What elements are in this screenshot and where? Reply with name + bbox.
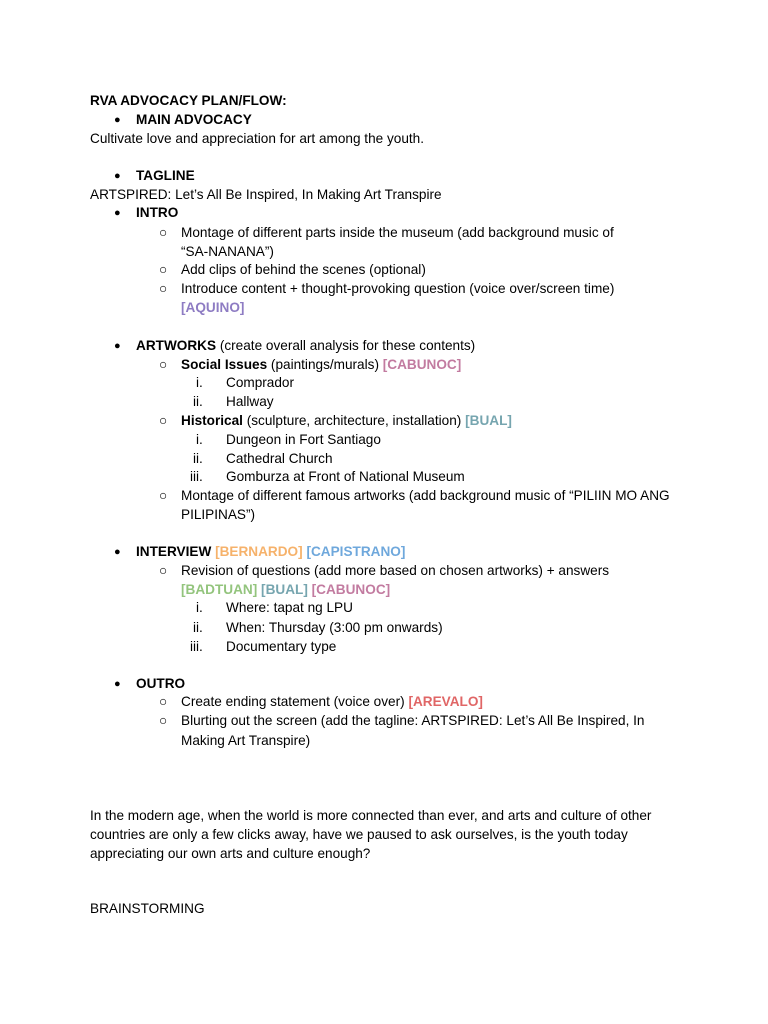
paragraph-line: appreciating our own arts and culture enough? bbox=[90, 846, 371, 861]
interview-heading: INTERVIEW bbox=[136, 544, 212, 559]
outro-item-blurting-cont: Making Art Transpire) bbox=[181, 733, 311, 748]
outro-item-blurting: Blurting out the screen (add the tagline: ARTSPIRED: Let’s All Be Inspired, In bbox=[181, 713, 645, 728]
intro-item-clips: Add clips of behind the scenes (optional) bbox=[181, 262, 426, 277]
tag-aquino: [AQUINO] bbox=[181, 300, 245, 315]
artworks-montage-cont: PILIPINAS”) bbox=[181, 507, 256, 522]
bullet-circle: ○ bbox=[159, 262, 168, 277]
roman-marker: i. bbox=[196, 600, 203, 615]
roman-marker: i. bbox=[196, 375, 203, 390]
tag-bual: [BUAL] bbox=[465, 413, 512, 428]
bullet-circle: ○ bbox=[159, 281, 168, 296]
intro-item-montage: Montage of different parts inside the museum (add background music of bbox=[181, 225, 614, 240]
interview-revision: Revision of questions (add more based on chosen artworks) + answers bbox=[181, 563, 610, 578]
outro-item-ending: Create ending statement (voice over) bbox=[181, 694, 409, 709]
social-item-hallway: Hallway bbox=[226, 394, 274, 409]
bullet-disc: ● bbox=[114, 170, 121, 182]
historical-item-cathedral: Cathedral Church bbox=[226, 451, 333, 466]
intro-heading: INTRO bbox=[136, 205, 179, 220]
roman-marker: i. bbox=[196, 432, 203, 447]
main-advocacy-heading: MAIN ADVOCACY bbox=[136, 112, 252, 127]
tag-arevalo: [AREVALO] bbox=[408, 694, 483, 709]
roman-marker: iii. bbox=[190, 469, 203, 484]
interview-revision-tags bbox=[181, 581, 390, 599]
intro-item-montage-cont: “SA-NANANA”) bbox=[181, 244, 274, 259]
document-title: RVA ADVOCACY PLAN/FLOW: bbox=[90, 93, 287, 108]
artworks-montage: Montage of different famous artworks (add background music of “PILIIN MO ANG bbox=[181, 488, 670, 503]
tag-bual: [BUAL] bbox=[261, 582, 308, 597]
roman-marker: ii. bbox=[193, 451, 203, 466]
artworks-heading: ARTWORKS bbox=[136, 338, 217, 353]
paragraph-line: In the modern age, when the world is more connected than ever, and arts and culture of other bbox=[90, 808, 652, 823]
interview-item-when: When: Thursday (3:00 pm onwards) bbox=[226, 620, 443, 635]
historical-item-gomburza: Gomburza at Front of National Museum bbox=[226, 469, 465, 484]
social-item-comprador: Comprador bbox=[226, 375, 294, 390]
tag-cabunoc: [CABUNOC] bbox=[382, 357, 462, 372]
tag-bernardo: [BERNARDO] bbox=[215, 544, 303, 559]
bullet-circle: ○ bbox=[159, 488, 168, 503]
artworks-heading-rest: (create overall analysis for these contents) bbox=[216, 338, 476, 353]
roman-marker: ii. bbox=[193, 620, 203, 635]
bullet-disc: ● bbox=[114, 114, 121, 126]
tagline-text: ARTSPIRED: Let’s All Be Inspired, In Making Art Transpire bbox=[90, 187, 442, 202]
bullet-disc: ● bbox=[114, 340, 121, 352]
bullet-circle: ○ bbox=[159, 713, 168, 728]
tag-capistrano: [CAPISTRANO] bbox=[306, 544, 406, 559]
artworks-heading-line bbox=[136, 337, 475, 355]
intro-item-introduce: Introduce content + thought-provoking question (voice over/screen time) bbox=[181, 281, 615, 296]
bullet-circle: ○ bbox=[159, 563, 168, 578]
interview-item-where: Where: tapat ng LPU bbox=[226, 600, 353, 615]
roman-marker: ii. bbox=[193, 394, 203, 409]
roman-marker: iii. bbox=[190, 639, 203, 654]
brainstorming-heading: BRAINSTORMING bbox=[90, 901, 205, 916]
bullet-disc: ● bbox=[114, 207, 121, 219]
historical-label: Historical bbox=[181, 413, 243, 428]
social-issues-label: Social Issues bbox=[181, 357, 268, 372]
bullet-disc: ● bbox=[114, 678, 121, 690]
outro-heading: OUTRO bbox=[136, 676, 186, 691]
bullet-circle: ○ bbox=[159, 225, 168, 240]
historical-rest: (sculpture, architecture, installation) bbox=[242, 413, 466, 428]
tag-badtuan: [BADTUAN] bbox=[181, 582, 258, 597]
tag-cabunoc: [CABUNOC] bbox=[311, 582, 391, 597]
bullet-circle: ○ bbox=[159, 357, 168, 372]
social-issues-rest: (paintings/murals) bbox=[267, 357, 383, 372]
bullet-disc: ● bbox=[114, 546, 121, 558]
historical-item-dungeon: Dungeon in Fort Santiago bbox=[226, 432, 381, 447]
main-advocacy-text: Cultivate love and appreciation for art among the youth. bbox=[90, 131, 425, 146]
historical-line bbox=[181, 412, 512, 430]
bullet-circle: ○ bbox=[159, 413, 168, 428]
social-issues-line bbox=[181, 356, 461, 374]
tagline-heading: TAGLINE bbox=[136, 168, 195, 183]
paragraph-line: countries are only a few clicks away, have we paused to ask ourselves, is the youth today bbox=[90, 827, 628, 842]
bullet-circle: ○ bbox=[159, 694, 168, 709]
interview-heading-line bbox=[136, 543, 405, 561]
outro-item-ending-line bbox=[181, 693, 483, 711]
interview-item-type: Documentary type bbox=[226, 639, 337, 654]
